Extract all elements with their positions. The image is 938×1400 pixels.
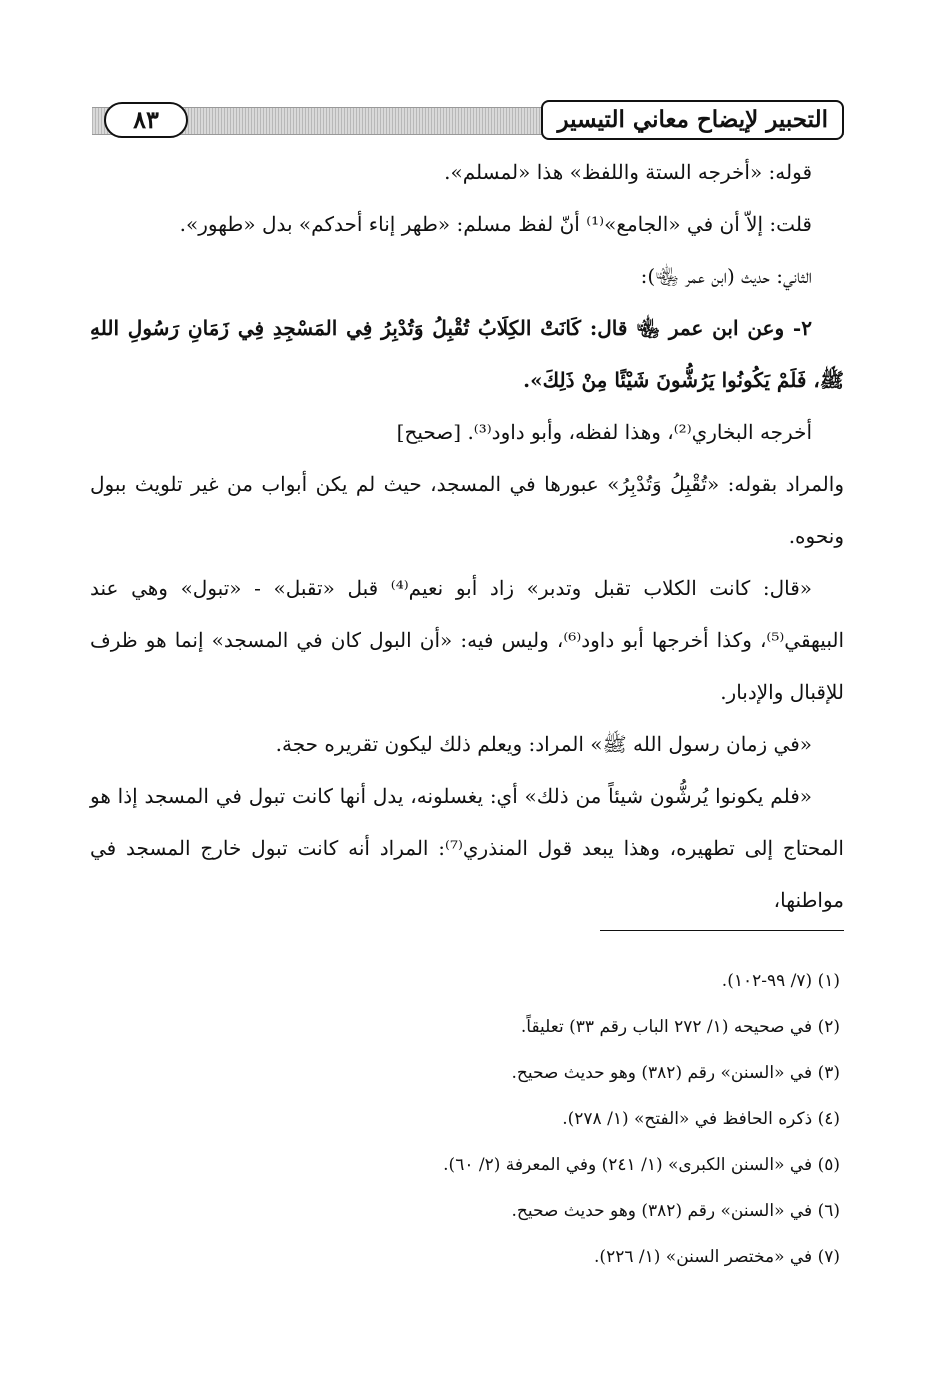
footnote-5: (٥) في «السنن الكبرى» (١/ ٢٤١) وفي المعرفة (٢/ ٦٠). [443,1155,840,1175]
paragraph-3: الثاني: حديث (ابن عمر ﵄): [640,264,812,288]
footnote-7: (٧) في «مختصر السنن» (١/ ٢٢٦). [594,1247,840,1267]
footnote-separator [600,930,844,931]
paragraph-7: «قال: كانت الكلاب تقبل وتدبر» زاد أبو نعيم⁽⁴⁾ قبل «تقبل» - «تبول» وهي عند البيهقي⁽⁵⁾، وكذا أخرجها أبو داود⁽⁶⁾، وليس فيه: «أن البول كان في المسجد» إنما هو ظرف للإقبال والإدبار. [90,576,844,704]
footnotes [100,958,844,1280]
hadith-source: أخرجه البخاري⁽²⁾، وهذا لفظه، وأبو داود⁽³⁾. [صحيح] [396,420,812,444]
footnote-2: (٢) في صحيحه (١/ ٢٧٢ الباب رقم ٣٣) تعليقاً. [520,1017,840,1037]
paragraph-9: «فلم يكونوا يُرشُّون شيئاً من ذلك» أي: يغسلونه، يدل أنها كانت تبول في المسجد إذا هو المحتاج إلى تطهيره، وهذا يبعد قول المنذري⁽⁷⁾: المراد أنه كانت تبول خارج المسجد في مواطنها، [90,784,844,912]
paragraph-6: والمراد بقوله: «تُقْبِلُ وَتُدْبِرُ» عبورها في المسجد، حيث لم يكن أبواب من غير تلويث ببول ونحوه. [90,472,844,548]
paragraph-1: قوله: «أخرجه الستة واللفظ» هذا «لمسلم». [444,160,812,184]
running-header [92,100,844,138]
footnote-1: (١) (٧/ ٩٩-١٠٢). [721,971,840,991]
footnote-3: (٣) في «السنن» رقم (٣٨٢) وهو حديث صحيح. [511,1063,840,1083]
hadith-text: ٢- وعن ابن عمر ﵄ قال: كَانَتْ الكِلَابُ تُقْبِلُ وَتُدْبِرُ فِي المَسْجِدِ فِي زَمَانِ رَسُولِ اللهِ ﷺ، فَلَمْ يَكُونُوا يَرُشُّونَ شَيْئًا مِنْ ذَلِكَ». [90,316,844,392]
page-number: ٨٣ [104,102,188,138]
paragraph-8: «في زمان رسول الله ﷺ» المراد: ويعلم ذلك ليكون تقريره حجة. [275,732,812,756]
footnote-4: (٤) ذكره الحافظ في «الفتح» (١/ ٢٧٨). [562,1109,840,1129]
main-text [90,146,844,926]
footnote-6: (٦) في «السنن» رقم (٣٨٢) وهو حديث صحيح. [511,1201,840,1221]
book-title: التحبير لإيضاح معاني التيسير [541,100,844,140]
paragraph-2: قلت: إلاّ أن في «الجامع»⁽¹⁾ أنّ لفظ مسلم: «طهر إناء أحدكم» بدل «طهور». [179,212,812,236]
